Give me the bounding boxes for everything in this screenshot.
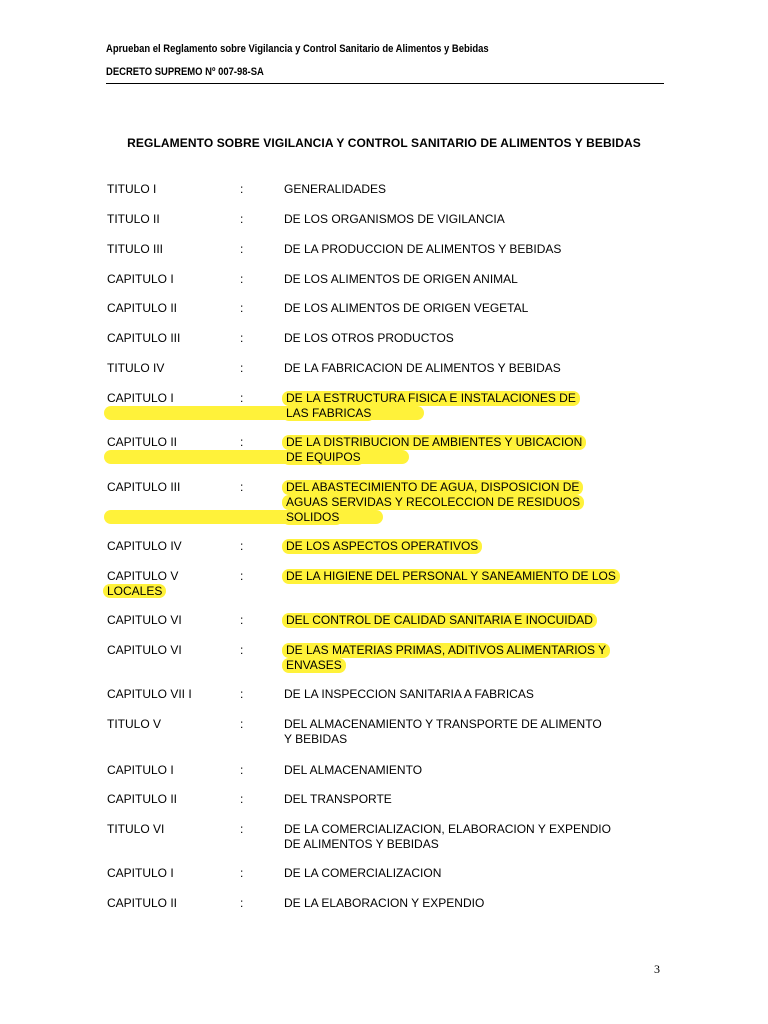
entry-description-line: DEL ALMACENAMIENTO Y TRANSPORTE DE ALIMENTO — [284, 717, 602, 731]
entry-description-line: DE LOS ALIMENTOS DE ORIGEN ANIMAL — [284, 272, 518, 286]
entry-description-line: DE LAS MATERIAS PRIMAS, ADITIVOS ALIMENTARIOS Y — [282, 643, 610, 658]
entry-description-line: DE LA COMERCIALIZACION — [284, 866, 442, 880]
entry-description-line: DEL CONTROL DE CALIDAD SANITARIA E INOCUIDAD — [282, 613, 597, 628]
entry-label: CAPITULO II — [107, 896, 178, 910]
entry-label: CAPITULO VI — [107, 613, 182, 627]
entry-description-line: DE LA DISTRIBUCION DE AMBIENTES Y UBICACION — [282, 435, 586, 450]
entry-label: CAPITULO III — [107, 480, 181, 494]
header-title: Aprueban el Reglamento sobre Vigilancia y Control Sanitario de Alimentos y Bebidas — [106, 43, 489, 55]
entry-description-line: ENVASES — [282, 658, 346, 673]
entry-description-line: DE LA HIGIENE DEL PERSONAL Y SANEAMIENTO DE LOS — [282, 569, 620, 584]
entry-description — [284, 242, 644, 257]
entry-description — [284, 212, 644, 227]
entry-description — [284, 391, 644, 421]
entry-separator: : — [240, 643, 244, 657]
entry-description-line: DEL TRANSPORTE — [284, 792, 392, 806]
entry-separator: : — [240, 212, 244, 226]
entry-description-line: DE LA ELABORACION Y EXPENDIO — [284, 896, 485, 910]
entry-label: CAPITULO VII I — [107, 687, 192, 701]
entry-separator: : — [240, 539, 244, 553]
entry-label: CAPITULO VI — [107, 643, 182, 657]
entry-description — [284, 569, 644, 584]
entry-description-line: DE ALIMENTOS Y BEBIDAS — [284, 837, 439, 851]
entry-description — [284, 182, 644, 197]
entry-description — [284, 643, 644, 673]
entry-label: CAPITULO II — [107, 435, 178, 449]
entry-description — [284, 687, 644, 702]
entry-label: CAPITULO I — [107, 866, 174, 880]
header-decree: DECRETO SUPREMO Nº 007-98-SA — [106, 66, 264, 78]
entry-description-line: Y BEBIDAS — [284, 732, 348, 746]
entry-description-line: DE LOS ORGANISMOS DE VIGILANCIA — [284, 212, 505, 226]
entry-description — [284, 301, 644, 316]
entry-description-line: DE LOS ASPECTOS OPERATIVOS — [282, 539, 482, 554]
entry-description — [284, 896, 644, 911]
entry-separator: : — [240, 331, 244, 345]
entry-description-line: DE LA ESTRUCTURA FISICA E INSTALACIONES DE — [282, 391, 580, 406]
entry-description-line: DE LOS ALIMENTOS DE ORIGEN VEGETAL — [284, 301, 529, 315]
entry-label: TITULO III — [107, 242, 164, 256]
entry-separator: : — [240, 866, 244, 880]
entry-description — [284, 613, 644, 628]
entry-description — [284, 717, 644, 747]
entry-label: TITULO I — [107, 182, 157, 196]
entry-separator: : — [240, 569, 244, 583]
entry-separator: : — [240, 480, 244, 494]
document-title: REGLAMENTO SOBRE VIGILANCIA Y CONTROL SANITARIO DE ALIMENTOS Y BEBIDAS — [127, 136, 641, 150]
entry-separator: : — [240, 435, 244, 449]
entry-description — [284, 866, 644, 881]
entry-separator: : — [240, 763, 244, 777]
entry-separator: : — [240, 301, 244, 315]
entry-label: CAPITULO III — [107, 331, 181, 345]
entry-description-line: GENERALIDADES — [284, 182, 387, 196]
entry-separator: : — [240, 361, 244, 375]
entry-label: TITULO V — [107, 717, 162, 731]
entry-description — [284, 272, 644, 287]
entry-separator: : — [240, 272, 244, 286]
entry-description-line: DE EQUIPOS — [282, 450, 365, 465]
entry-description — [284, 331, 644, 346]
entry-description-line: DE LA PRODUCCION DE ALIMENTOS Y BEBIDAS — [284, 242, 562, 256]
entry-separator: : — [240, 717, 244, 731]
entry-description-line: DEL ALMACENAMIENTO — [284, 763, 423, 777]
entry-description-line: LAS FABRICAS — [282, 406, 375, 421]
entry-description — [284, 435, 644, 465]
entry-label: CAPITULO V — [107, 569, 179, 583]
entry-description — [284, 480, 644, 525]
entry-description-line: DE LA INSPECCION SANITARIA A FABRICAS — [284, 687, 534, 701]
entry-label: TITULO II — [107, 212, 160, 226]
entry-description — [284, 822, 644, 852]
entry-description — [284, 792, 644, 807]
entry-separator: : — [240, 242, 244, 256]
entry-separator: : — [240, 182, 244, 196]
entry-description-line: DE LA COMERCIALIZACION, ELABORACION Y EXPENDIO — [284, 822, 611, 836]
entry-separator: : — [240, 687, 244, 701]
entry-description-line: DEL ABASTECIMIENTO DE AGUA, DISPOSICION DE — [282, 480, 583, 495]
entry-description-line: DE LA FABRICACION DE ALIMENTOS Y BEBIDAS — [284, 361, 561, 375]
entry-label: CAPITULO II — [107, 792, 178, 806]
header-rule — [106, 83, 664, 84]
entry-description — [284, 763, 644, 778]
entry-separator: : — [240, 822, 244, 836]
entry-separator: : — [240, 391, 244, 405]
page-number: 3 — [654, 962, 660, 976]
entry-label: TITULO VI — [107, 822, 165, 836]
entry-label: TITULO IV — [107, 361, 165, 375]
entry-label: CAPITULO I — [107, 763, 174, 777]
entry-label: CAPITULO II — [107, 301, 178, 315]
entry-label: CAPITULO I — [107, 391, 174, 405]
running-header — [106, 43, 664, 78]
entry-label-continuation: LOCALES — [107, 584, 166, 599]
entry-description-line: AGUAS SERVIDAS Y RECOLECCION DE RESIDUOS — [282, 495, 584, 510]
entry-separator: : — [240, 613, 244, 627]
entry-label: CAPITULO IV — [107, 539, 182, 553]
entry-description-line: DE LOS OTROS PRODUCTOS — [284, 331, 454, 345]
entry-description-line: SOLIDOS — [282, 510, 343, 525]
entry-description — [284, 539, 644, 554]
entry-description — [284, 361, 644, 376]
entry-separator: : — [240, 792, 244, 806]
entry-separator: : — [240, 896, 244, 910]
entry-label: CAPITULO I — [107, 272, 174, 286]
